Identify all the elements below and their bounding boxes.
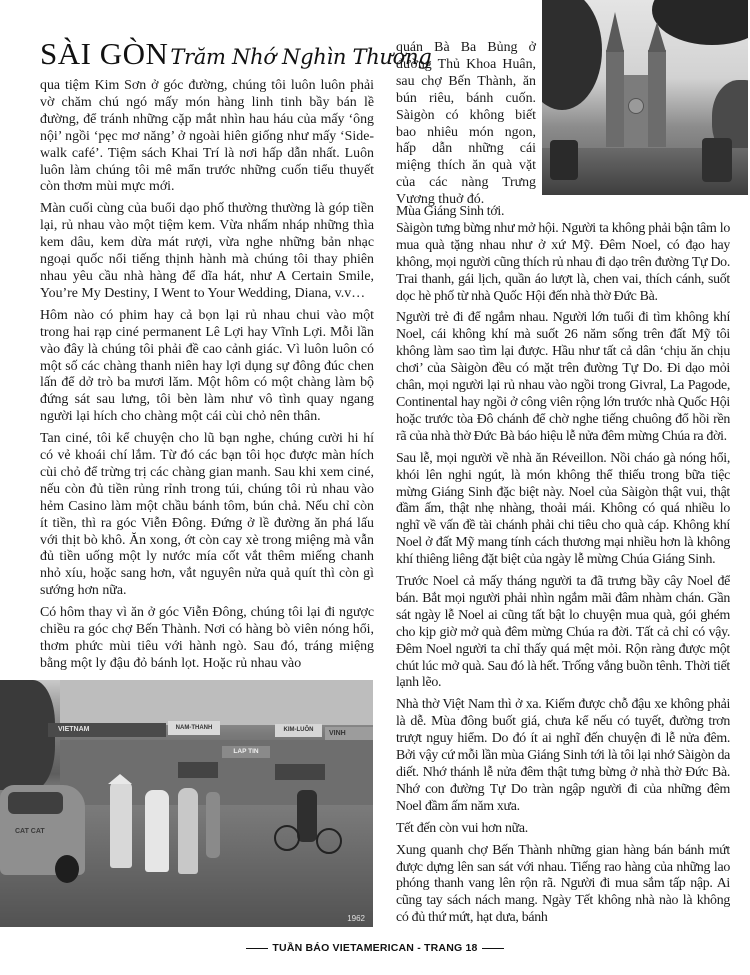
building-facade [60, 680, 373, 725]
bicycle-wheel-front [274, 825, 300, 851]
left-column [40, 78, 374, 676]
cathedral-photo [542, 0, 748, 195]
car-window [8, 792, 63, 814]
rose-window [628, 98, 644, 114]
non-la-hat [108, 774, 132, 784]
title-main: SÀI GÒN [40, 36, 169, 71]
shop-sign-nam-thanh [168, 721, 220, 735]
car-label [15, 828, 75, 835]
car-wheel [55, 855, 79, 883]
paragraph: Trước Noel cả mấy tháng người ta đã trưng bầy cây Noel để bán. Bắt mọi người phải nhìn ngắm mãi đâm nhàm chán. Gần sát ngày lễ Noel ai cũng tất bật lo chuyện mua quà, gói ghém cho kịp giờ mở quà đêm mừng Chúa ra đời. Tất cả chỉ có vậy. Đêm Noel người ta chỉ thấy quá mệt mỏi. Rộn ràng được một chút lúc mở quà. Sau đó là hết. Trống vắng buồn tênh. Thời tiết lạnh lẽo. [396, 574, 730, 691]
shop-sign-kim-luon [275, 724, 322, 737]
section-heading: Mùa Giáng Sinh tới. [396, 204, 505, 219]
spire-right [648, 22, 666, 52]
man-walking [206, 792, 220, 858]
tree-left [542, 0, 602, 110]
tree-left [0, 680, 55, 790]
cathedral-tower-left [606, 50, 624, 147]
sign-text: LAP TIN [233, 748, 259, 755]
footer-rule-left [246, 948, 268, 949]
paragraph: Tết đến còn vui hơn nữa. [396, 820, 528, 836]
photo-year-caption: 1962 [347, 914, 365, 923]
shop-sign-vietnam [48, 723, 166, 737]
sign-text: VINH [329, 730, 346, 737]
paragraph: qua tiệm Kim Sơn ở góc đường, chúng tôi luôn luôn phải vờ chăm chú ngó mấy món hàng linh tinh bầy bán lề đường, để tránh những cặp mắt nhìn hau háu của mấy ‘ông nội’ ngồi ‘pẹc mơ năng’ ở ngoài hiên giống như mấy ‘Side-walk café’. Tiệm sách Khai Trí là nơi hấp dẫn nhất. Luôn luôn làm chúng tôi mê mẩn trước những cuốn tiểu thuyết còn thơm mùi mực mới. [40, 78, 374, 195]
footer-rule-right [482, 948, 504, 949]
kiosk-roof [275, 764, 325, 780]
sign-text: VIETNAM [58, 726, 90, 733]
right-column-top [396, 40, 536, 214]
cyclist [297, 790, 317, 842]
paragraph: quán Bà Ba Bủng ở đường Thủ Khoa Huân, sau chợ Bến Thành, ăn bún riêu, bánh cuốn. Sàigòn có không biết bao nhiêu món ngon, hấp dẫn những cái miệng thích ăn quà vặt của các nàng Trưng Vương thuở đó. [396, 40, 536, 208]
street-photo [0, 680, 373, 927]
right-column [396, 204, 730, 934]
tree-right [652, 0, 748, 45]
paragraph: Sau lễ, mọi người về nhà ăn Réveillon. Nồi cháo gà nóng hổi, khói lên nghi ngút, là món không thể thiếu trong bữa tiệc mừng Giáng Sinh đặc biệt này. Noel của Sàigòn thật vui, thật đầm ấm, thật nhẹ nhàng, thoải mái. Không có quá nhiều lo nghĩ về vấn đề tài chánh phải chi tiêu cho quà cáp. Không khí Noel ở đất Mỹ mang tính cách thương mại nhiều hơn là không khí thiêng liêng đặt biệt của ngày lễ mừng Chúa Giáng Sinh. [396, 450, 730, 568]
article-title [40, 36, 431, 72]
paragraph: Sàigòn tưng bừng như mở hội. Người ta không phải bận tâm lo mua quà tặng nhau như ở xứ Mỹ. Đêm Noel, có đạo hay không, mọi người cũng thích rủ nhau đi dạo trên đường Tự Do. Trai thanh, gái lịch, quần áo lượt là, chen vai, thích cánh, suốt dọc hè phố từ nhà Quốc Hội đến nhà thờ Đức Bà. [396, 220, 730, 304]
paragraph: Người trẻ đi để ngắm nhau. Người lớn tuổi đi tìm không khí Noel, cái không khí mà suốt 26 năm sống trên đất Mỹ tôi không làm sao tìm lại được. Hầu như tất cả dân ‘chịu ăn chịu chơi’ của Sàigòn đều có mặt trên đường Tự Do. Đi dạo mỏi chân, mọi người lại rủ nhau vào ngồi trong Givral, La Pagode, Continental hay ngồi ở công viên rộng lớn trước nhà Quốc Hội hoặc trước tòa Đô chánh để chờ nghe tiếng chuông đổ hồi rền rã của nhà thờ Đức Bà báo hiệu lễ nửa đêm mừng Chúa ra đời. [396, 310, 730, 444]
sign-text: KIM-LUÔN [283, 727, 314, 733]
shop-sign-lap-tin [222, 746, 270, 758]
shop-sign-vinh [325, 727, 373, 741]
woman-ao-dai [145, 790, 169, 872]
paragraph: Tan ciné, tôi kể chuyện cho lũ bạn nghe, chúng cười hi hí có vẻ khoái chí lắm. Từ đó các bạn tôi học được màn hích cùi chỏ để trừng trị các chàng gian manh. Sau khi xem ciné, nếu còn đủ tiền rủng rỉnh trong túi, chúng tôi rủ nhau vào hẻm Casino làm một chầu bánh tôm, bún chả. Nếu chỉ còn ít tiền, thì ra góc Viễn Đông. Đứng ở lề đường ăn phá lấu với thịt bò khô. Ăn xong, ớt còn cay xè trong miệng mà vẫn đủ tiền uống một ly nước mía cốt vắt thêm miếng chanh nhỏ xíu, hoặc sang hơn, vắt nguyên nửa quả quít thì còn gì sướng hơn nữa. [40, 431, 374, 599]
cyclo [550, 140, 578, 180]
car-text: CAT CAT [15, 828, 45, 835]
paragraph: Nhà thờ Việt Nam thì ở xa. Kiếm được chỗ đậu xe không phải là dễ. Mùa đông buốt giá, chưa kể nếu có tuyết, đường trơn trượt nguy hiểm. Do đó ít ai nghĩ đến chuyện đi lễ nửa đêm. Bởi vậy cứ mỗi lần mùa Giáng Sinh tới là tôi lại nhớ Sàigòn da diết. Nhớ thánh lễ nửa đêm thật tưng bừng ở nhà thờ Đức Bà. Nhớ con đường Tự Do tràn ngập người đi của những đêm Noel đầm ấm năm xưa. [396, 697, 730, 814]
sign-text: NAM-THANH [175, 725, 213, 731]
cathedral-tower-right [648, 50, 666, 147]
woman-ao-dai [178, 788, 198, 874]
paragraph: Xung quanh chợ Bến Thành những gian hàng bán bánh mứt được dựng lên san sát với nhau. Tiếng rao hàng của những lao phóng thanh vang lên rộn rã. Người đi mua sắm tấp nập. Ai cũng tay sách nách mang. Ngày Tết không nhà nào là không có đủ thứ mứt, hạt dưa, bánh [396, 842, 730, 926]
bicycle-wheel-rear [316, 828, 342, 854]
paragraph: Có hôm thay vì ăn ở góc Viễn Đông, chúng tôi lại đi ngược chiều ra góc chợ Bến Thành. Nơi có hàng bò viên nóng hổi, thơm phức mùi tiêu với hành ngò. Sau đó, tráng miệng bằng một ly đậu đỏ bánh lọt. Hoặc rủ nhau vào [40, 605, 374, 671]
paragraph: Hôm nào có phim hay cả bọn lại rủ nhau chui vào một trong hai rạp ciné permanent Lê Lợi hay Vĩnh Lợi. Mỗi lần vào đây là chúng tôi phải đề cao cảnh giác. Vì luôn luôn có một số các chàng thanh niên hay lợi dụng sự đông đúc chen lấn để dở trò ba mươi lăm. Một hôm có một chàng làm bộ đứng sát sau lưng, tôi bèn làm như vô tình quay ngang người lại hích cho chàng một cái cùi chỏ nên thân. [40, 307, 374, 425]
spire-left [606, 12, 624, 52]
woman-ao-dai [110, 780, 132, 868]
title-script: Trăm Nhớ Nghìn Thương [170, 45, 432, 69]
paragraph: Màn cuối cùng của buổi dạo phố thường thường là góp tiền lại, rủ nhau vào một tiệm kem. Vừa nhấm nháp những thìa kem dâu, kem dừa mát rượi, vừa nghe những bản nhạc ngoại quốc nổi tiếng thịnh hành mà chúng tôi thay phiên nhau yêu cầu nhà hàng để dĩa hát, như A Certain Smile, You’re My Destiny, I Went to Your Wedding, Diana, v.v… [40, 201, 374, 301]
kiosk-roof [178, 762, 218, 778]
footer-text: TUẦN BÁO VIETAMERICAN - TRANG 18 [272, 942, 478, 954]
cyclist [702, 138, 732, 182]
page-footer [0, 942, 750, 954]
